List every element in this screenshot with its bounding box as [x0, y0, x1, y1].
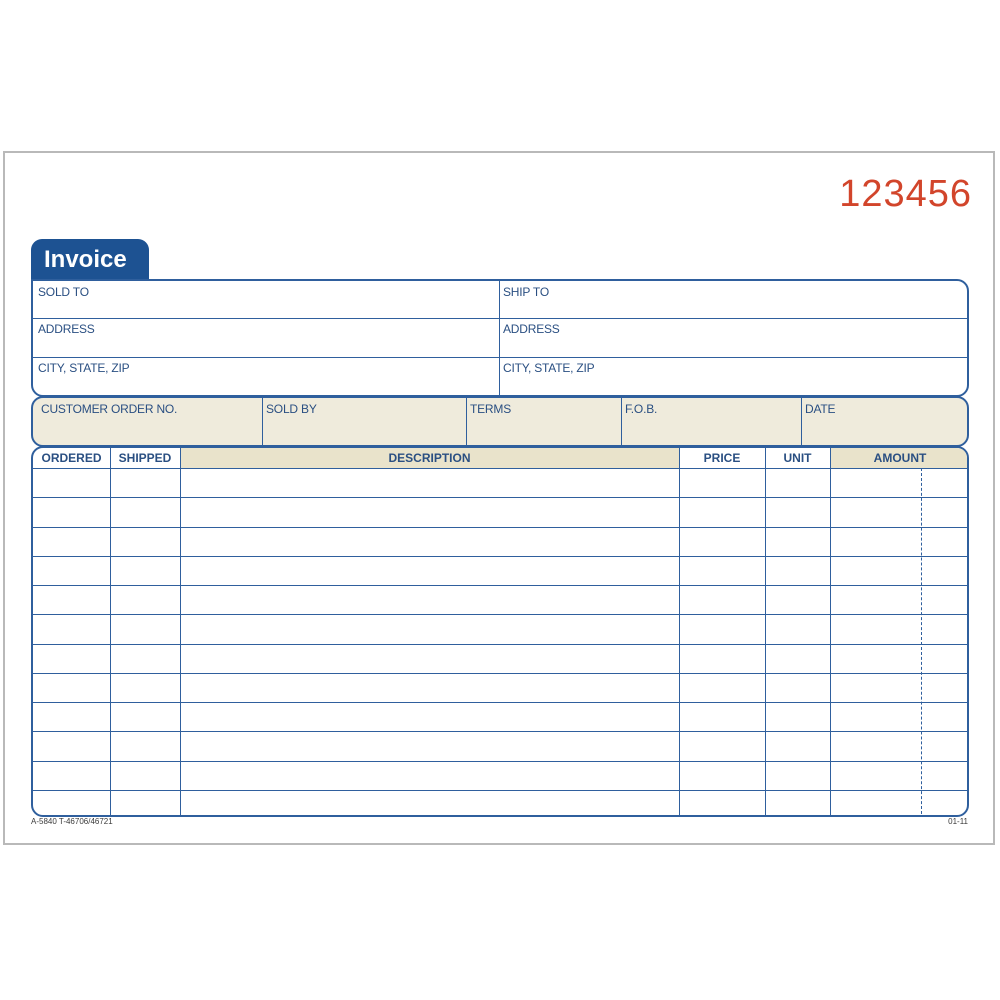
price-header: PRICE — [703, 451, 741, 465]
table-row — [33, 644, 967, 645]
ship-to-label: SHIP TO — [503, 285, 549, 299]
table-row — [33, 614, 967, 615]
shipped-header: SHIPPED — [118, 451, 172, 465]
description-header: DESCRIPTION — [388, 451, 471, 465]
table-row — [33, 790, 967, 791]
ordered-header: ORDERED — [41, 451, 102, 465]
form-number: A-5840 T-46706/46721 — [31, 817, 113, 826]
serial-number: 123456 — [839, 173, 972, 215]
print-date: 01-11 — [948, 817, 968, 826]
line-items-table — [31, 446, 969, 817]
invoice-title: Invoice — [31, 239, 149, 280]
order-divider-3 — [621, 398, 622, 445]
order-divider-4 — [801, 398, 802, 445]
order-divider-1 — [262, 398, 263, 445]
order-divider-2 — [466, 398, 467, 445]
table-row — [33, 702, 967, 703]
table-row — [33, 673, 967, 674]
address-center-divider — [499, 281, 500, 395]
address-divider-2 — [33, 357, 967, 358]
table-row — [33, 497, 967, 498]
table-row — [33, 731, 967, 732]
customer-order-no-label: CUSTOMER ORDER NO. — [41, 402, 178, 416]
sold-city-label: CITY, STATE, ZIP — [38, 361, 130, 375]
amount-cents-divider — [921, 468, 922, 817]
ship-address-label: ADDRESS — [503, 322, 560, 336]
table-row — [33, 585, 967, 586]
sold-by-label: SOLD BY — [266, 402, 317, 416]
table-row — [33, 527, 967, 528]
ship-city-label: CITY, STATE, ZIP — [503, 361, 595, 375]
order-info-block — [31, 396, 969, 447]
address-divider-1 — [33, 318, 967, 319]
sold-to-label: SOLD TO — [38, 285, 89, 299]
sold-address-label: ADDRESS — [38, 322, 95, 336]
table-row — [33, 761, 967, 762]
address-block — [31, 279, 969, 397]
fob-label: F.O.B. — [625, 402, 658, 416]
table-row — [33, 468, 967, 469]
terms-label: TERMS — [470, 402, 512, 416]
unit-header: UNIT — [783, 451, 812, 465]
amount-header: AMOUNT — [873, 451, 927, 465]
table-row — [33, 556, 967, 557]
date-label: DATE — [805, 402, 836, 416]
